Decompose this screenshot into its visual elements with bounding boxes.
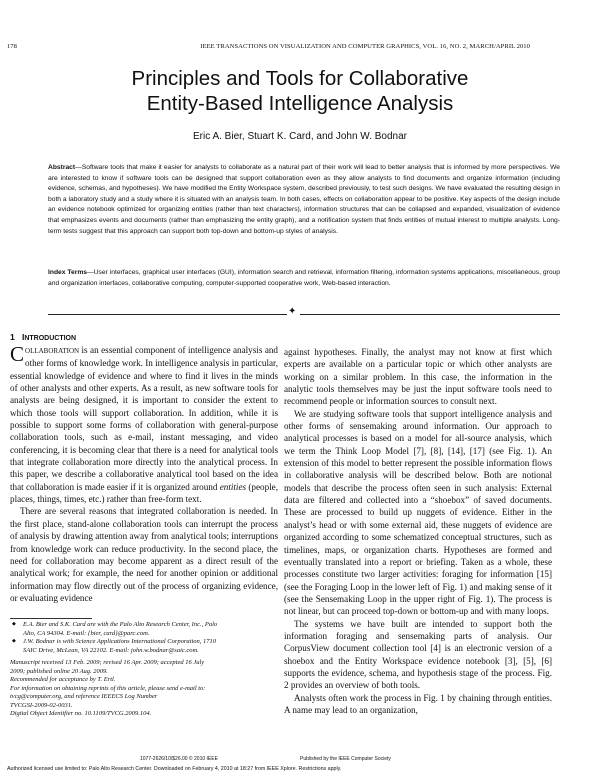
abstract: [48, 163, 560, 237]
lead-word: OLLABORATION: [25, 347, 80, 355]
doi: Digital Object Identifier no. 10.1109/TVCG.2009.104.: [10, 710, 152, 717]
footnote-line: E.A. Bier and S.K. Card are with the Palo Alto Research Center, Inc., Palo: [23, 621, 218, 628]
footnote-line: J.W. Bodnar is with Science Applications International Corporation, 1710: [23, 638, 217, 645]
paragraph: against hypotheses. Finally, the analyst may not know at first which experts are available on a particular topic or which other analysts are working on a similar problem. In this case, the information in the analytic tools themselves may be just the input software tools need to recommend people or information sources to consult next.: [284, 347, 552, 407]
paper-title: [0, 66, 600, 116]
affiliation-footnote: [10, 638, 280, 655]
reprints-info: For information on obtaining reprints of this article, please send e-mail to:: [10, 684, 206, 692]
divider-diamond-icon: ✦: [288, 306, 297, 317]
section-number: 1: [10, 332, 15, 342]
left-column: [10, 344, 278, 604]
recommended-by: Recommended for acceptance by T. Ertl.: [10, 676, 116, 683]
emphasis: entities: [219, 481, 247, 492]
paragraph: We are studying software tools that support intelligence analysis and other forms of sensemaking around information. Our approach to analytical processes is based on a model for all-source analysis, which we term the Think Loop Model [7], [8], [14], [17] (see Fig. 1). An extension of this model to better represent the possible information flows in collaborative analysis will be described below. Both are notional models that describe the process often seen in such analysis: External data are filtered and collected into a “shoebox” of saved documents. These are processed to build up nuggets of evidence. Either in the analyst’s head or with some external aid, these nuggets of evidence are organized according to some schematized conceptual structures, such as timelines, maps, or organization charts. Hypotheses are formed and eventually translated into a report or briefing. Taken as a whole, these processes constitute two larger activities: foraging for information [15] (see the Foraging Loop in the lower left of Fig. 1) and making sense of it (see the Sensemaking Loop in the upper right of Fig. 1). The process is not linear, but can proceed top-down or bottom-up and with many loops.: [284, 408, 552, 617]
paragraph: There are several reasons that integrated collaboration is needed. In the first place, stand-alone collaboration tools can interrupt the process of analysis by drawing attention away from analytical tools; interruptions from knowledge work can reduce productivity. In the second place, the need for collaboration may become apparent as a direct result of the analytical work; for example, the need for another opinion or additional information may flow directly out of the process of organizing evidence, or evaluating evidence: [10, 506, 278, 603]
copyright-code: 1077-2626/10/$26.00 © 2010 IEEE: [140, 756, 218, 762]
index-terms-text: —User interfaces, graphical user interfaces (GUI), information search and retrieval, information filtering, information systems applications, miscellaneous, group and organization interfaces, collaborative computing, computer-supported cooperative work, Web-based interaction.: [48, 269, 560, 287]
section-heading: [10, 332, 76, 342]
running-header: IEEE TRANSACTIONS ON VISUALIZATION AND COMPUTER GRAPHICS, VOL. 16, NO. 2, MARCH/APRIL 2010: [200, 43, 530, 50]
received-dates: Manuscript received 13 Feb. 2009; revised 16 Apr. 2009; accepted 16 July: [10, 659, 205, 666]
index-terms: [48, 268, 560, 289]
footnote-line: Alto, CA 94304. E-mail: {bier, card}@parc.com.: [23, 629, 150, 637]
author-list: Eric A. Bier, Stuart K. Card, and John W. Bodnar: [193, 131, 407, 142]
publisher-line: Published by the IEEE Computer Society: [300, 756, 391, 762]
section-title-rest: NTRODUCTION: [24, 335, 77, 342]
footnote-line: SAIC Drive, McLean, VA 22102. E-mail: john.w.bodnar@saic.com.: [23, 646, 199, 654]
section-title-initial: I: [21, 332, 25, 342]
published-date: 2009; published online 20 Aug. 2009.: [10, 667, 108, 675]
bullet-icon: ◆: [12, 639, 16, 644]
divider-rule-left: [48, 314, 287, 315]
footnote-rule: [10, 618, 92, 619]
title-line-1: Principles and Tools for Collaborative: [131, 67, 469, 90]
paragraph-text: is an essential component of intelligence analysis and other forms of knowledge work. In intelligence analysis in particular, essential knowledge of evidence and where to find it lives in the minds of other analysts and other experts. As a result, as new software tools for analysts are being designed, it is important to consider the extent to which those tools will support collaboration. In addition, while it is possible to support some forms of collaboration with general-purpose collaboration tools, such as e-mail, instant messaging, and video conferencing, it is becoming clear that there is a need for analytical tools that integrate collaboration more directly into the analytical process. In this paper, we describe a collaborative analytical tool based on the idea that collaboration is made easier if it is organized around: [10, 345, 278, 492]
footnotes: [10, 621, 280, 719]
right-column: [284, 346, 552, 716]
log-number: TVCGSI-2009-02-0031.: [10, 701, 73, 709]
paragraph-text: (people, places, things, times, etc.) rather than free-form text.: [10, 481, 278, 505]
bullet-icon: ◆: [12, 622, 16, 627]
drop-cap: C: [10, 342, 25, 366]
paragraph: Analysts often work the process in Fig. 1 by chaining through entities. A name may lead to an organization,: [284, 692, 552, 715]
abstract-label: Abstract: [48, 164, 76, 171]
divider-rule-right: [300, 314, 560, 315]
reprints-info: tvcg@computer.org, and reference IEEECS Log Number: [10, 693, 158, 700]
index-terms-label: Index Terms: [48, 269, 88, 276]
abstract-text: —Software tools that make it easier for analysts to collaborate as a natural part of their work will lead to better analysis that is informed by more perspectives. We are interested to know if software tools can be designed that support collaboration even as they allow analysts to find documents and organize information (including evidence, schemas, and hypotheses). We have modified the Entity Workspace system, described previously, to test such designs. We have evaluated the resulting design in both a laboratory study and a study where it is situated with an analysis team. In both cases, effects on collaboration appear to be positive. Key aspects of the design include an evidence notebook optimized for organizing entities (rather than text characters), information structures that can be collapsed and expanded, visualization of evidence that emphasizes events and documents (rather than emphasizing the entity graph), and a notification system that finds entities of mutual interest to multiple analysts. Long-term tests suggest that this approach can support both top-down and bottom-up styles of analysis.: [48, 164, 560, 235]
page-number: 178: [7, 43, 17, 50]
paragraph: The systems we have built are intended to support both the information foraging and sensemaking parts of analysis. Our CorpusView document collection tool [4] is an electronic version of a shoebox and the Entity Workspace evidence notebook [3], [5], [6] supports the evidence, schema, and hypothesis stage of the process. Fig. 2 provides an overview of both tools.: [284, 618, 552, 691]
license-notice: Authorized licensed use limited to: Palo Alto Research Center. Downloaded on February 4, 2010 at 18:27 from IEEE Xplore. Restrictions apply.: [7, 766, 342, 772]
paragraph: [10, 344, 278, 505]
title-line-2: Entity-Based Intelligence Analysis: [146, 92, 454, 115]
affiliation-footnote: [10, 621, 280, 638]
